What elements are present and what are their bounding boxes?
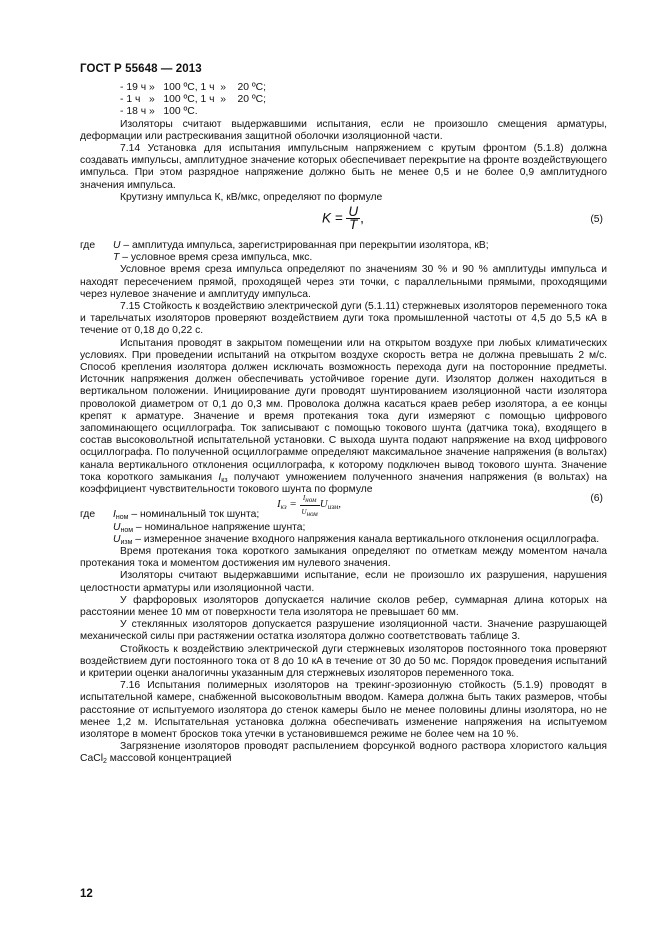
formula-5-denominator: T <box>349 217 358 233</box>
paragraph-7-14: 7.14 Установка для испытания импульсным напряжением с крутым фронтом (5.1.8) должна создавать импульсы, амплитудное значение которых обеспечивает перекрытие на фронте воздействующего импульса. При этом разрядное напряжение должно быть не менее 0,5 и не более 0,9 амплитудного значения импульса. <box>80 143 607 191</box>
paragraph-acceptance-2: Изоляторы считают выдержавшими испытание, если не произошло их разрушения, нарушения целостности арматуры или изоляционной части. <box>80 570 607 594</box>
paragraph-porcelain: У фарфоровых изоляторов допускается наличие сколов ребер, суммарная длина которых на расстоянии менее 10 мм от поверхности тела изолятора не превышает 60 мм. <box>80 594 607 618</box>
paragraph-test-procedure: Испытания проводят в закрытом помещении или на открытом воздухе при любых климатических условиях. При проведении испытаний на открытом воздухе скорость ветра не должна превышать 2 м/с. Способ крепления изолятора должен исключать возможность перехода дуги на посторонние предметы. Источник напряжения должен обеспечивать устойчивое горение дуги. Изолятор должен находиться в вертикальном положении. Инициирование дуги проводят шунтированием изоляционной части изолятора проволокой диаметром от 0,1 до 0,3 мм. Проволока должна касаться краев ребер изолятора, а ее концы крепят к арматуре. Значение и время протекания тока дуги измеряют с помощью цифрового запоминающего осциллографа. Ток записывают с помощью токового шунта (датчика тока), входящего в состав высоковольтной испытательной установки. С выхода шунта подают напряжение на вход цифрового осциллографа. По полученной осциллограмме определяют максимальное значение напряжения (в вольтах) канала вертикального отклонения осциллографа, к которому подключен вывод токового шунта. Значение тока короткого замыкания $I_{кз}$ получают умножением полученного значения напряжения (в вольтах) на коэффициент чувствительности токового шунта по формуле <box>80 337 607 496</box>
schedule-line-2: - 1 ч » 100 ºС, 1 ч » 20 ºС; <box>120 94 266 106</box>
where-item-t: T – условное время среза импульса, мкс. <box>113 252 313 264</box>
where-item-u-izm: $U_{изм}$ – измеренное значение входного напряжения канала вертикального отклонения осциллографа. <box>113 533 600 546</box>
formula-5-expression <box>322 206 364 231</box>
formula-5-tail: , <box>360 210 364 226</box>
formula-5-fraction <box>346 206 360 231</box>
paragraph-formula-intro: Крутизну импульса К, кВ/мкс, определяют по формуле <box>120 191 383 203</box>
where-block-1 <box>80 240 607 264</box>
formula-6-fraction: $\frac{I_{ном}}{U_{ном}}$ <box>301 494 318 518</box>
paragraph-7-15: 7.15 Стойкость к воздействию электрической дуги (5.1.11) стержневых изоляторов переменного тока и тарельчатых изоляторов проверяют воздействием дуги тока промышленной частоты от 4,5 до 5,5 кА в течение от 0,18 до 0,22 с. <box>80 301 607 337</box>
where-item-i-nom: $I_{ном}$ – номинальный ток шунта; <box>113 509 260 522</box>
paragraph-7-16: 7.16 Испытания полимерных изоляторов на трекинг-эрозионную стойкость (5.1.9) проводят в испытательной камере, снабженной высоковольтным вводом. Камера должна быть таких размеров, чтобы расстояние от испытуемого изолятора до стенок камеры было не менее половины длины изолятора, но не менее 1,2 м. Испытательная установка должна обеспечивать изменение напряжения на испытуемом изоляторе в момент бросков тока утечки в установившемся режиме не более чем на 10 %. <box>80 680 607 740</box>
paragraph-current-time: Время протекания тока короткого замыкания определяют по отметкам между моментом начала протекания тока и моментом достижения им нулевого значения. <box>80 545 607 570</box>
where-label: где <box>80 509 96 521</box>
paragraph-dc-arc: Стойкость к воздействию электрической дуги стержневых изоляторов постоянного тока проверяют воздействием дуги постоянного тока от 8 до 10 кА в течение от 30 до 50 мс. Порядок проведения испытаний и критерии оценки аналогичны указанным для стержневых изоляторов переменного тока. <box>80 643 607 679</box>
formula-5 <box>80 204 607 240</box>
schedule-line-3: - 18 ч » 100 ºС. <box>120 106 198 118</box>
paragraph-contamination: Загрязнение изоляторов проводят распылением форсункой водного раствора хлористого кальция CaCl$_2$ массовой концентрацией <box>80 741 607 766</box>
formula-5-lhs: K = <box>322 210 343 226</box>
document-body <box>80 82 607 766</box>
schedule-line-1: - 19 ч » 100 ºС, 1 ч » 20 ºС; <box>120 82 266 93</box>
paragraph-cutoff-time: Условное время среза импульса определяют по значениям 30 % и 90 % амплитуды импульса и находят пересечением прямой, проходящей через эти точки, с параллельными прямыми, проходящими через нулевое значение и амплитуду импульса. <box>80 264 607 300</box>
where-block-2 <box>80 509 607 546</box>
formula-6-number: (6) <box>590 493 603 505</box>
page-number: 12 <box>80 888 93 900</box>
formula-5-number: (5) <box>590 214 603 226</box>
where-label: где <box>80 240 96 252</box>
paragraph-acceptance-1: Изоляторы считают выдержавшими испытания, если не произошло смещения арматуры, деформации или растрескивания защитной оболочки изоляционной части. <box>80 118 607 142</box>
where-item-u: U – амплитуда импульса, зарегистрированная при перекрытии изолятора, кВ; <box>113 240 489 252</box>
formula-5-numerator: U <box>348 204 359 220</box>
formula-6-expression: $I_{кз}$ = $\frac{I_{ном}}{U_{ном}}$ $U_{изм}$, <box>277 494 342 518</box>
where-item-u-nom: $U_{ном}$ – номинальное напряжение шунта; <box>113 521 306 534</box>
paragraph-glass: У стеклянных изоляторов допускается разрушение изоляционной части. Значение разрушающей механической силы при растяжении остатка изолятора должно соответствовать таблице 3. <box>80 619 607 643</box>
standard-header: ГОСТ Р 55648 — 2013 <box>80 63 202 75</box>
